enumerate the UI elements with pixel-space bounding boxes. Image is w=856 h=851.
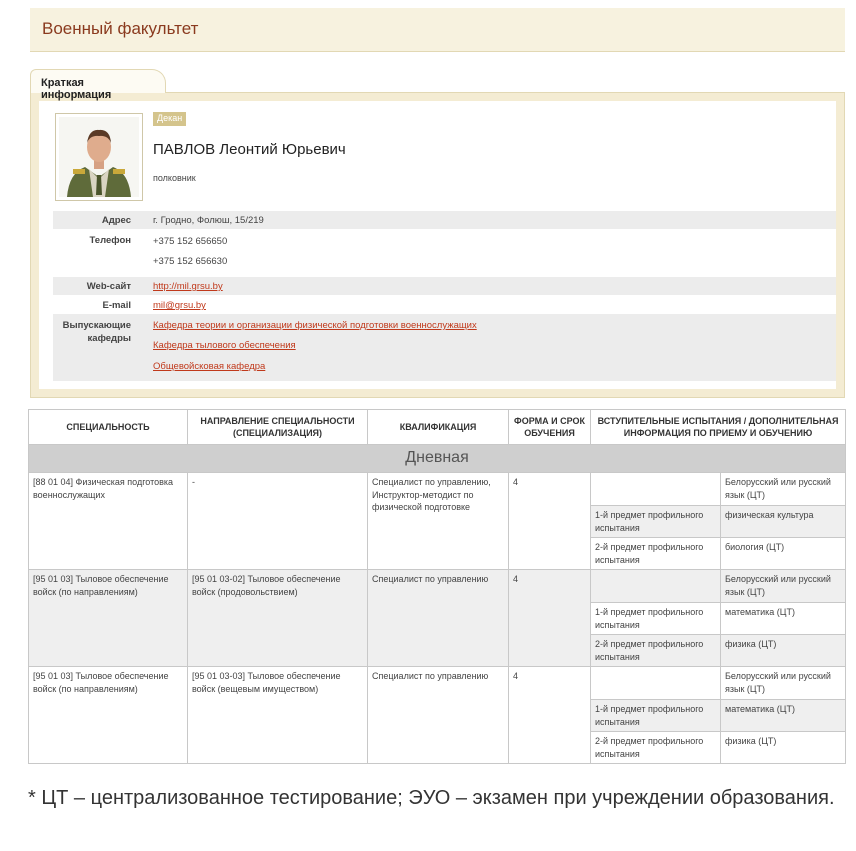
email-row (53, 296, 836, 314)
exam-name-cell: 2-й предмет профильного испытания (591, 732, 721, 764)
table-header-row (29, 410, 846, 445)
address-row (53, 211, 836, 229)
section-row (29, 445, 846, 473)
departments-row (53, 314, 836, 381)
exam-name-cell: 1-й предмет профильного испытания (591, 603, 721, 635)
exam-name-cell (591, 473, 721, 506)
term-cell: 4 (509, 667, 591, 764)
dean-name: ПАВЛОВ Леонтий Юрьевич (153, 141, 346, 158)
exam-name-cell (591, 570, 721, 603)
direction-cell: [95 01 03-02] Тыловое обеспечение войск (продовольствием) (188, 570, 368, 667)
exam-name-cell: 1-й предмет профильного испытания (591, 700, 721, 732)
term-cell: 4 (509, 473, 591, 570)
department-link-3[interactable]: Общевойсковая кафедра (153, 361, 266, 372)
table-row (29, 473, 846, 506)
address-value: г. Гродно, Фолюш, 15/219 (153, 215, 264, 226)
direction-cell: - (188, 473, 368, 570)
exam-value-cell: физика (ЦТ) (721, 635, 846, 667)
header-direction: НАПРАВЛЕНИЕ СПЕЦИАЛЬНОСТИ (СПЕЦИАЛИЗАЦИЯ) (188, 410, 368, 445)
exam-value-cell: Белорусский или русский язык (ЦТ) (721, 667, 846, 700)
header-form-term: ФОРМА И СРОК ОБУЧЕНИЯ (509, 410, 591, 445)
exam-name-cell: 2-й предмет профильного испытания (591, 635, 721, 667)
exam-value-cell: математика (ЦТ) (721, 700, 846, 732)
website-label: Web-сайт (86, 281, 131, 292)
exam-value-cell: Белорусский или русский язык (ЦТ) (721, 473, 846, 506)
phone-value-2: +375 152 656630 (153, 256, 228, 267)
phone-value-1: +375 152 656650 (153, 236, 228, 247)
dean-rank: полковник (153, 173, 196, 183)
email-link[interactable]: mil@grsu.by (153, 300, 206, 311)
tab-brief-info[interactable]: Краткая информация (30, 69, 166, 93)
qualification-cell: Специалист по управлению (368, 570, 509, 667)
phone-label: Телефон (89, 235, 131, 246)
header-qualification: КВАЛИФИКАЦИЯ (368, 410, 509, 445)
section-label-day: Дневная (29, 445, 846, 473)
qualification-cell: Специалист по управлению, Инструктор-методист по физической подготовке (368, 473, 509, 570)
website-link[interactable]: http://mil.grsu.by (153, 281, 223, 292)
specialty-cell: [95 01 03] Тыловое обеспечение войск (по направлениям) (29, 667, 188, 764)
table-row (29, 667, 846, 700)
term-cell: 4 (509, 570, 591, 667)
department-link-2[interactable]: Кафедра тылового обеспечения (153, 340, 296, 351)
exam-value-cell: физика (ЦТ) (721, 732, 846, 764)
footnote: * ЦТ – централизованное тестирование; ЭУО – экзамен при учреждении образования. (28, 787, 835, 809)
specialty-cell: [88 01 04] Физическая подготовка военнослужащих (29, 473, 188, 570)
role-badge: Декан (153, 112, 186, 126)
brief-info-content (39, 101, 836, 389)
dean-portrait-image (59, 117, 139, 197)
qualification-cell: Специалист по управлению (368, 667, 509, 764)
departments-label: Выпускающие кафедры (62, 320, 131, 344)
website-row (53, 277, 836, 295)
phone-row (53, 231, 836, 273)
brief-info-panel (30, 92, 845, 398)
header-entrance-exams: ВСТУПИТЕЛЬНЫЕ ИСПЫТАНИЯ / ДОПОЛНИТЕЛЬНАЯ ИНФОРМАЦИЯ ПО ПРИЕМУ И ОБУЧЕНИЮ (591, 410, 846, 445)
specialties-table (28, 409, 846, 764)
exam-value-cell: математика (ЦТ) (721, 603, 846, 635)
exam-value-cell: биология (ЦТ) (721, 538, 846, 570)
exam-name-cell: 2-й предмет профильного испытания (591, 538, 721, 570)
exam-value-cell: Белорусский или русский язык (ЦТ) (721, 570, 846, 603)
department-link-1[interactable]: Кафедра теории и организации физической подготовки военнослужащих (153, 320, 477, 331)
dean-photo (55, 113, 143, 201)
header-specialty: СПЕЦИАЛЬНОСТЬ (29, 410, 188, 445)
exam-name-cell (591, 667, 721, 700)
specialty-cell: [95 01 03] Тыловое обеспечение войск (по направлениям) (29, 570, 188, 667)
faculty-title: Военный факультет (30, 8, 845, 52)
email-label: E-mail (102, 300, 131, 311)
address-label: Адрес (101, 215, 131, 226)
exam-value-cell: физическая культура (721, 506, 846, 538)
table-row (29, 570, 846, 603)
direction-cell: [95 01 03-03] Тыловое обеспечение войск (вещевым имуществом) (188, 667, 368, 764)
exam-name-cell: 1-й предмет профильного испытания (591, 506, 721, 538)
